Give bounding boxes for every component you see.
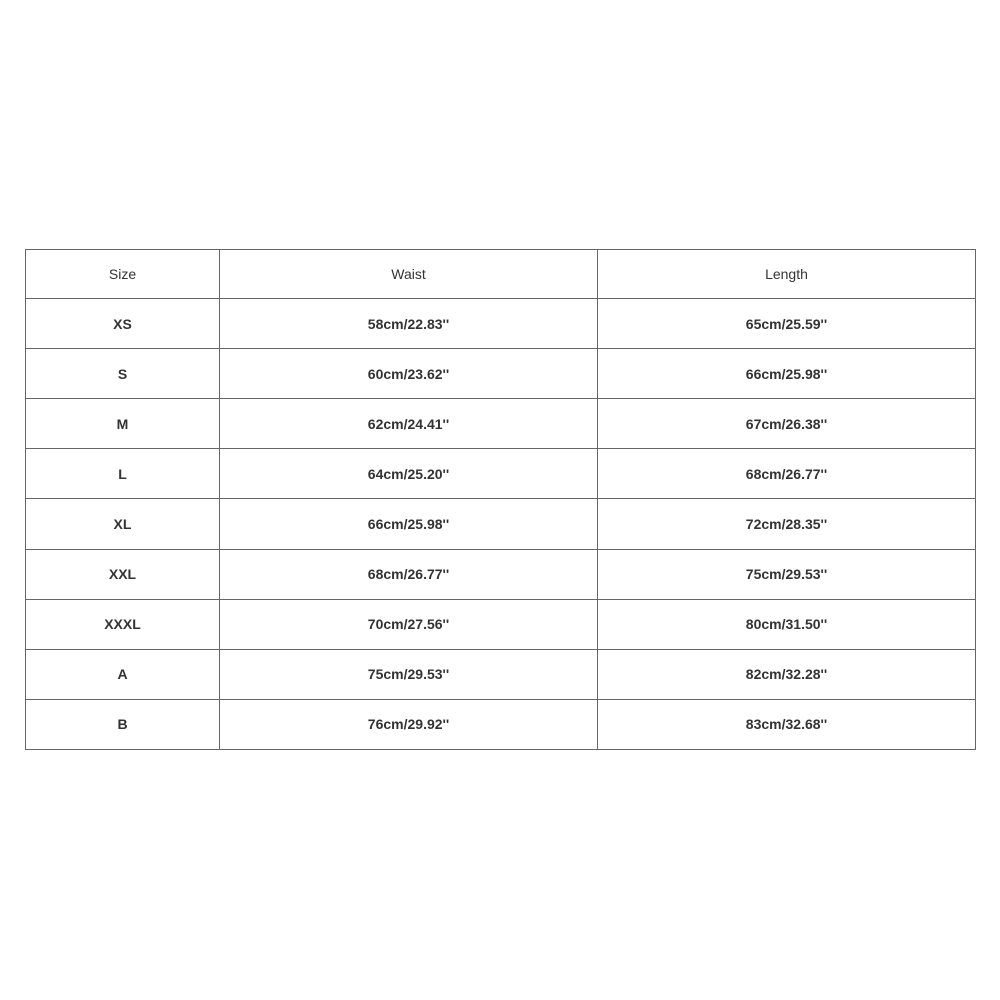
- header-size: Size: [26, 250, 220, 299]
- cell-length: 66cm/25.98'': [598, 349, 976, 399]
- cell-length: 75cm/29.53'': [598, 549, 976, 599]
- cell-size: M: [26, 399, 220, 449]
- cell-waist: 68cm/26.77'': [220, 549, 598, 599]
- table-row: [26, 299, 976, 349]
- cell-size: S: [26, 349, 220, 399]
- header-waist: Waist: [220, 250, 598, 299]
- table-row: [26, 449, 976, 499]
- cell-waist: 70cm/27.56'': [220, 599, 598, 649]
- table-row: [26, 399, 976, 449]
- cell-length: 83cm/32.68'': [598, 699, 976, 749]
- cell-length: 82cm/32.28'': [598, 649, 976, 699]
- cell-waist: 62cm/24.41'': [220, 399, 598, 449]
- cell-length: 80cm/31.50'': [598, 599, 976, 649]
- cell-length: 68cm/26.77'': [598, 449, 976, 499]
- table-row: [26, 499, 976, 549]
- cell-length: 65cm/25.59'': [598, 299, 976, 349]
- cell-size: B: [26, 699, 220, 749]
- cell-waist: 60cm/23.62'': [220, 349, 598, 399]
- cell-waist: 58cm/22.83'': [220, 299, 598, 349]
- cell-size: A: [26, 649, 220, 699]
- cell-length: 67cm/26.38'': [598, 399, 976, 449]
- table-row: [26, 599, 976, 649]
- cell-length: 72cm/28.35'': [598, 499, 976, 549]
- cell-size: XL: [26, 499, 220, 549]
- cell-size: XS: [26, 299, 220, 349]
- table-row: [26, 349, 976, 399]
- table-row: [26, 549, 976, 599]
- cell-waist: 64cm/25.20'': [220, 449, 598, 499]
- cell-waist: 66cm/25.98'': [220, 499, 598, 549]
- cell-size: XXL: [26, 549, 220, 599]
- header-length: Length: [598, 250, 976, 299]
- table-row: [26, 699, 976, 749]
- cell-size: L: [26, 449, 220, 499]
- cell-size: XXXL: [26, 599, 220, 649]
- table-row: [26, 649, 976, 699]
- cell-waist: 75cm/29.53'': [220, 649, 598, 699]
- header-row: [26, 250, 976, 299]
- cell-waist: 76cm/29.92'': [220, 699, 598, 749]
- size-chart-table: [25, 249, 976, 750]
